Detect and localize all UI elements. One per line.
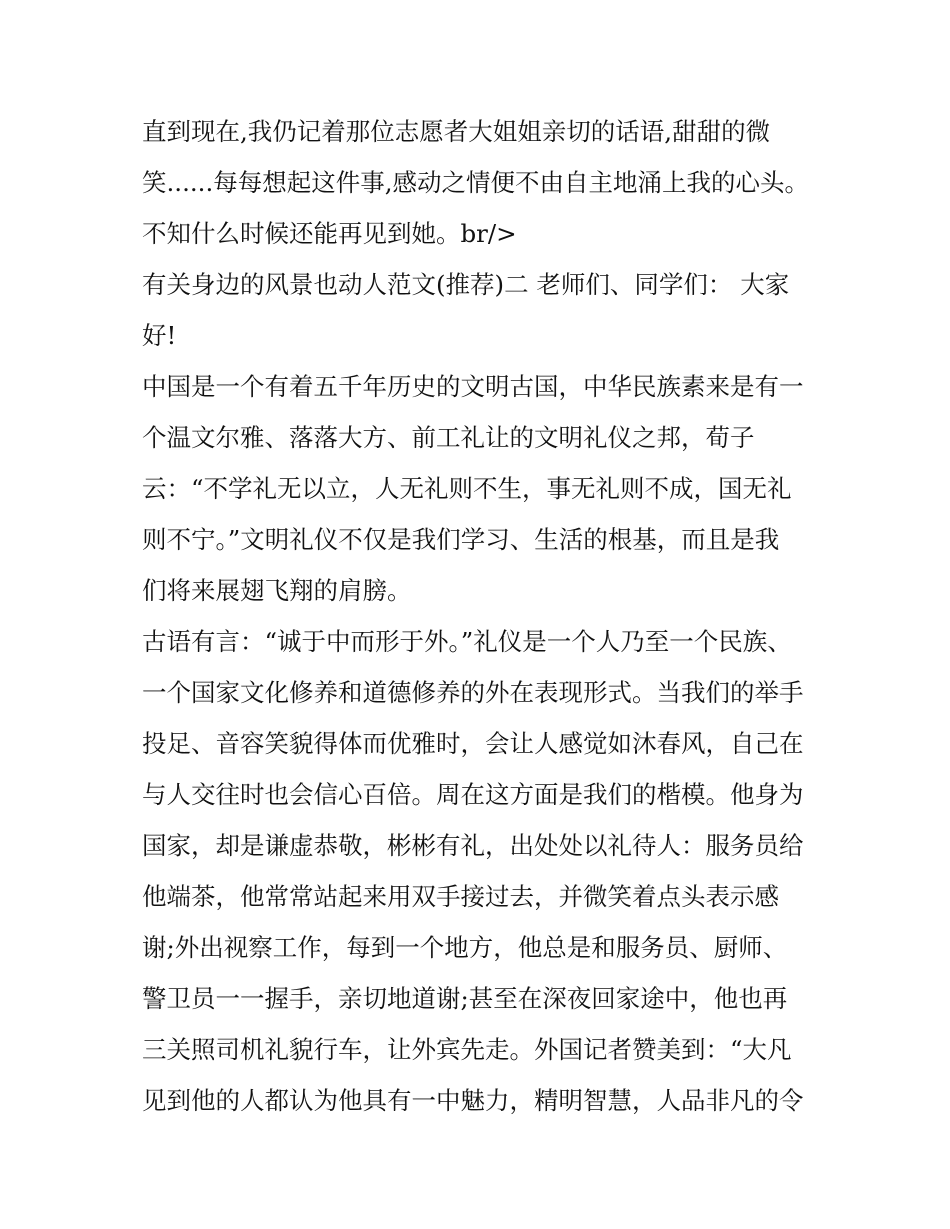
text-line: 国家，却是谦虚恭敬，彬彬有礼，出处处以礼待人：服务员给: [142, 831, 804, 860]
text-line: 则不宁。”文明礼仪不仅是我们学习、生活的根基，而且是我: [142, 525, 780, 554]
text-line: 三关照司机礼貌行车，让外宾先走。外国记者赞美到：“大凡: [142, 1035, 792, 1064]
text-line: 有关身边的风景也动人范文(推荐)二 老师们、同学们： 大家: [142, 270, 790, 299]
text-line: 投足、音容笑貌得体而优雅时，会让人感觉如沐春风，自己在: [142, 729, 804, 758]
text-line: 中国是一个有着五千年历史的文明古国，中华民族素来是有一: [142, 372, 804, 401]
text-line: 好!: [142, 321, 177, 350]
text-line: 笑......每每想起这件事,感动之情便不由自主地涌上我的心头。: [142, 168, 810, 197]
text-line: 古语有言：“诚于中而形于外。”礼仪是一个人乃至一个民族、: [142, 627, 792, 656]
text-line: 见到他的人都认为他具有一中魅力，精明智慧，人品非凡的令: [142, 1086, 804, 1115]
text-line: 他端茶，他常常站起来用双手接过去，并微笑着点头表示感: [142, 882, 779, 911]
text-line: 个温文尔雅、落落大方、前工礼让的文明礼仪之邦，荀子: [142, 423, 755, 452]
text-line: 们将来展翅飞翔的肩膀。: [142, 576, 412, 605]
text-line: 一个国家文化修养和道德修养的外在表现形式。当我们的举手: [142, 678, 804, 707]
text-line: 警卫员一一握手，亲切地道谢;甚至在深夜回家途中，他也再: [142, 984, 788, 1013]
text-line: 不知什么时候还能再见到她。br/>: [142, 219, 517, 248]
text-line: 直到现在,我仍记着那位志愿者大姐姐亲切的话语,甜甜的微: [142, 117, 771, 146]
document-body: [142, 106, 832, 1126]
text-line: 谢;外出视察工作，每到一个地方，他总是和服务员、厨师、: [142, 933, 788, 962]
text-line: 与人交往时也会信心百倍。周在这方面是我们的楷模。他身为: [142, 780, 804, 809]
text-line: 云：“不学礼无以立，人无礼则不生，事无礼则不成，国无礼: [142, 474, 792, 503]
